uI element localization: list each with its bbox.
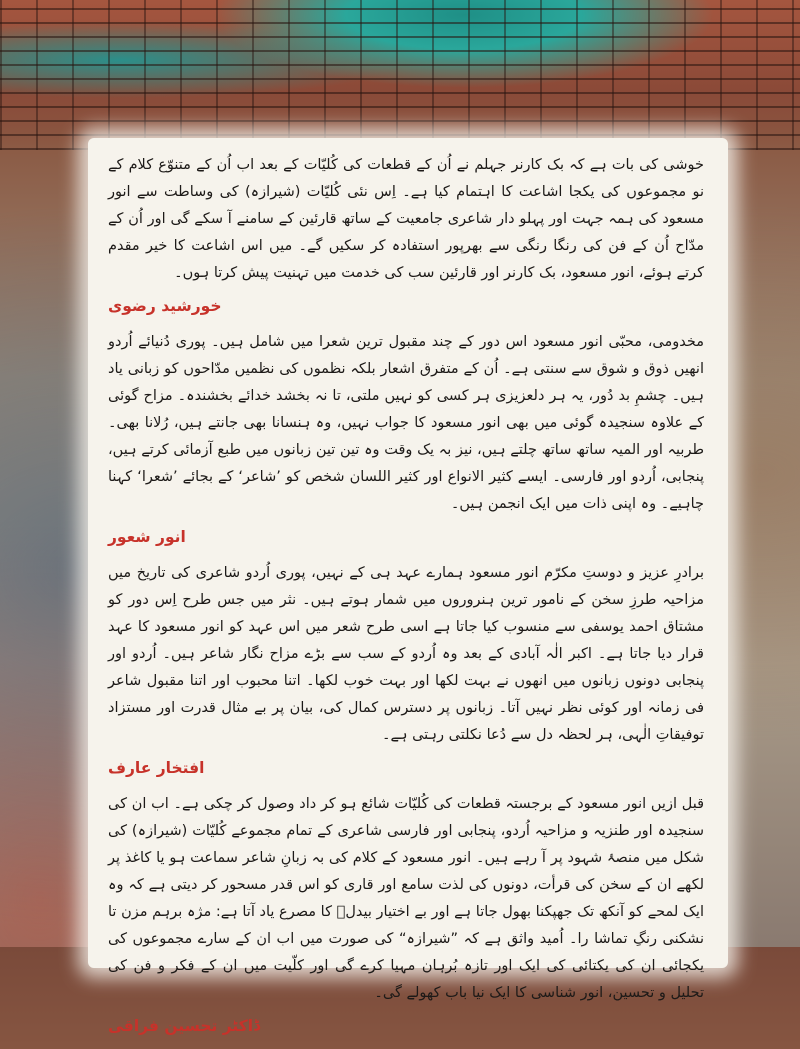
brick-wall-artwork	[0, 0, 800, 150]
blurb-author: خورشید رضوی	[108, 297, 222, 315]
blurb-author: انور شعور	[108, 528, 186, 546]
blurb-author: افتخار عارف	[108, 759, 205, 777]
back-cover-text	[108, 152, 704, 1049]
blurb-paragraph: برادرِ عزیز و دوستِ مکرّم انور مسعود ہمارے عہد ہی کے نہیں، پوری اُردو شاعری کی تاریخ میں مزاحیہ طرزِ سخن کے نامور ترین ہنروروں میں شمار ہوتے ہیں۔ نثر میں جس طرح اِس دور کو مشتاق احمد یوسفی سے منسوب کیا جاتا ہے اسی طرح شعر میں اس عہد کو انور مسعود کا عہد قرار دیا جاتا ہے۔ اکبر الٰہ آبادی کے بعد وہ اُردو کے سب سے بڑے مزاح نگار شاعر ہیں۔ اُردو اور پنجابی دونوں زبانوں میں انھوں نے بہت لکھا اور بہت خوب لکھا۔ اتنا محبوب اور اتنا مقبول شاعر فی زمانہ اور کوئی نظر نہیں آتا۔ زبانوں پر دسترس کمال کی، بیان پر بے مثال قدرت اور مستزاد توفیقاتِ الٰہی، ہر لحظہ دل سے دُعا نکلتی رہتی ہے۔	[108, 565, 704, 743]
blurb-author: ڈاکٹر تحسین فراقی	[108, 1017, 260, 1035]
blurb-paragraph: خوشی کی بات ہے کہ بک کارنر جہلم نے اُن کے قطعات کی کُلیّات کے بعد اب اُن کے متنوّع کلام کے نو مجموعوں کی یکجا اشاعت کا اہتمام کیا ہے۔ اِس نئی کُلیّات (شیرازہ) کی وساطت سے انور مسعود کی ہمہ جہت اور پہلو دار شاعری جامعیت کے ساتھ قارئین کے سامنے آ سکے گی اور اُن کے مدّاح اُن کے فن کی رنگا رنگی سے بھرپور استفادہ کر سکیں گے۔ میں اس اشاعت کا خیر مقدم کرتے ہوئے، انور مسعود، بک کارنر اور قارئین سب کی خدمت میں تہنیت پیش کرتا ہوں۔	[108, 157, 704, 281]
blurb-paragraph: مخدومی، محبّی انور مسعود اس دور کے چند مقبول ترین شعرا میں شامل ہیں۔ پوری دُنیائے اُردو انھیں ذوق و شوق سے سنتی ہے۔ اُن کے متفرق اشعار بلکہ نظموں کی نظمیں مدّاحوں کو زبانی یاد ہیں۔ چشمِ بد دُور، یہ ہر دلعزیزی ہر کسی کو نہیں ملتی، تا نہ بخشد خدائے بخشندہ۔ مزاح گوئی کے علاوہ سنجیدہ گوئی میں بھی انور مسعود کا جواب نہیں، وہ ہنسانا بھی جانتے ہیں، رُلانا بھی۔ طربیہ اور المیہ ساتھ ساتھ چلتے ہیں، نیز بہ یک وقت وہ تین تین زبانوں میں طبع آزمائی کرتے ہیں، پنجابی، اُردو اور فارسی۔ ایسے کثیر الانواع اور کثیر اللسان شخص کو ’شاعر‘ کے بجائے ’شعرا‘ کہنا چاہیے۔ وہ اپنی ذات میں ایک انجمن ہیں۔	[108, 334, 704, 512]
blurb-paragraph: قبل ازیں انور مسعود کے برجستہ قطعات کی کُلیّات شائع ہو کر داد وصول کر چکی ہے۔ اب ان کی سنجیدہ اور طنزیہ و مزاحیہ اُردو، پنجابی اور فارسی شاعری کے تمام مجموعے کُلیّات (شیرازہ) کی شکل میں منصۂ شہود پر آ رہے ہیں۔ انور مسعود کے کلام کی بہ زبانِ شاعر سماعت ہو یا کاغذ پر لکھے ان کے سخن کی قرأت، دونوں کی لذت سامع اور قاری کو اس قدر مسحور کر دیتی ہے کہ وہ ایک لمحے کو آنکھ تک جھپکنا بھول جاتا ہے اور بے اختیار بیدلؔ کا مصرع یاد آتا ہے: مژہ برہم مزن تا نشکنی رنگِ تماشا را۔ اُمید واثق ہے کہ ”شیرازہ“ کی صورت میں اب ان کے سارے مجموعوں کی یکجائی ان کی یکتائی کی ایک اور تازہ بُرہان مہیا کرے گی اور کلّیت میں ان کے فکر و فن کی تحلیل و تحسین، انور شناسی کا ایک نیا باب کھولے گی۔	[108, 796, 704, 1001]
